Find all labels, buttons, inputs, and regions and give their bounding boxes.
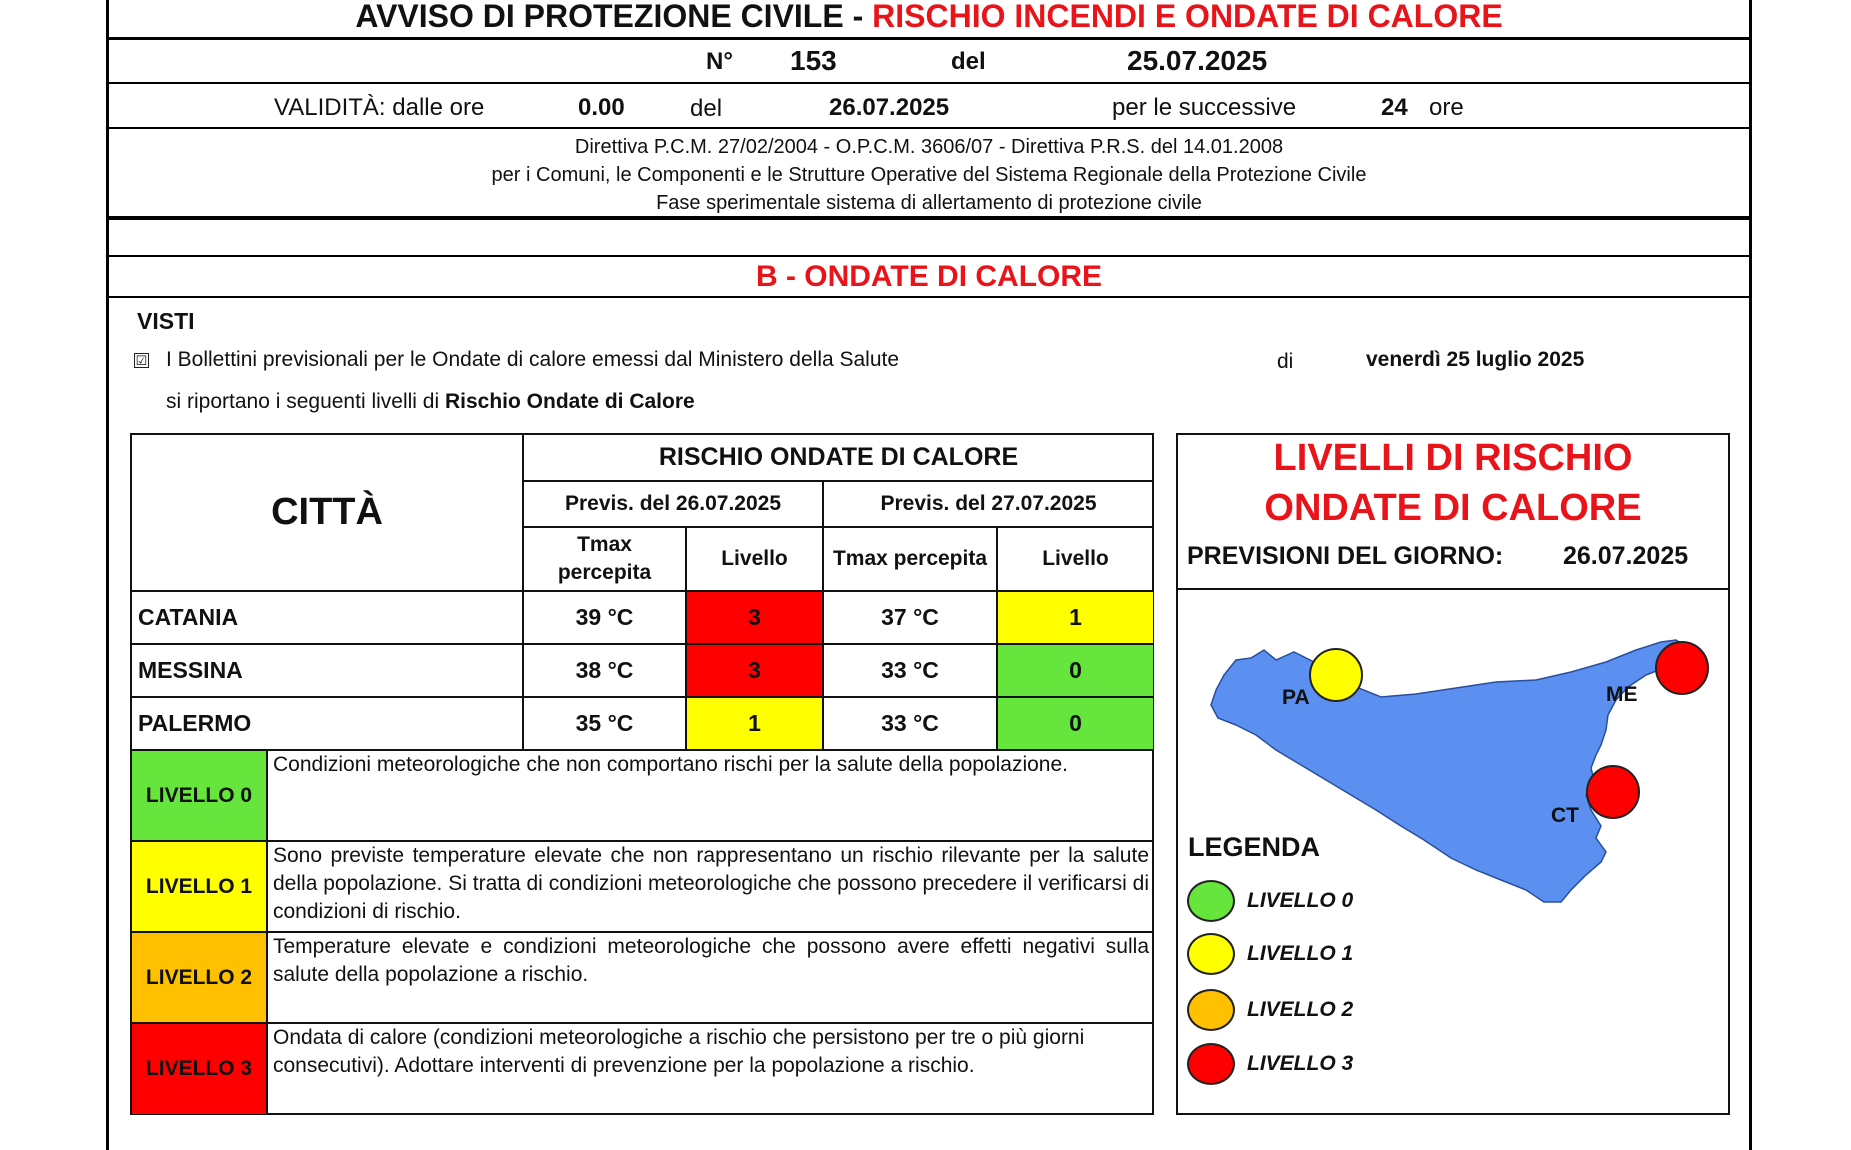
legend-label: LIVELLO 0 bbox=[1247, 889, 1354, 912]
map-title-line-2: ONDATE DI CALORE bbox=[1264, 487, 1642, 529]
table-cell-level: 1 bbox=[686, 697, 823, 750]
table-cell-tmax: 39 °C bbox=[523, 591, 686, 644]
divider bbox=[106, 216, 1752, 220]
bulletin-date: 25.07.2025 bbox=[1127, 45, 1268, 76]
level-1-description: Sono previste temperature elevate che non rappresentano un rischio rilevante per la salute della popolazione. Si tratta di condizioni meteorologiche che possono precedere il verificarsi di condizioni di rischio. bbox=[267, 841, 1154, 932]
level-0-description: Condizioni meteorologiche che non comportano rischi per la salute della popolazione. bbox=[267, 750, 1154, 841]
validity-successive-label: per le successive bbox=[1112, 94, 1297, 121]
table-cell-tmax: 33 °C bbox=[823, 644, 997, 697]
validity-hours: 24 bbox=[1381, 94, 1408, 121]
table-row-city: MESSINA bbox=[131, 644, 523, 697]
level-3-label: LIVELLO 3 bbox=[131, 1023, 267, 1115]
bulletin-date: venerdì 25 luglio 2025 bbox=[1366, 348, 1585, 371]
table-cell-tmax: 35 °C bbox=[523, 697, 686, 750]
messina-marker bbox=[1656, 642, 1708, 694]
tmax-header-line1: Tmax bbox=[577, 533, 632, 556]
checkbox[interactable] bbox=[134, 352, 149, 370]
validity-del-label: del bbox=[690, 95, 723, 122]
forecast-label: PREVISIONI DEL GIORNO: bbox=[1187, 542, 1504, 570]
legend-item bbox=[1187, 933, 1353, 975]
page-title bbox=[106, 0, 1752, 38]
legend-item bbox=[1187, 880, 1353, 922]
table-row-city: PALERMO bbox=[131, 697, 523, 750]
levels-intro-bold: Rischio Ondate di Calore bbox=[444, 390, 695, 413]
directive-block bbox=[106, 133, 1752, 217]
forecast-date: 26.07.2025 bbox=[1563, 542, 1689, 570]
table-cell-tmax: 33 °C bbox=[823, 697, 997, 750]
del-label: del bbox=[951, 48, 986, 75]
palermo-marker bbox=[1310, 649, 1362, 701]
map-title-line-1: LIVELLI DI RISCHIO bbox=[1273, 437, 1633, 479]
yellow-dot-icon bbox=[1187, 933, 1235, 975]
table-cell-level: 0 bbox=[997, 697, 1154, 750]
table-cell-tmax: 37 °C bbox=[823, 591, 997, 644]
table-row-city: CATANIA bbox=[131, 591, 523, 644]
level-3-description: Ondata di calore (condizioni meteorologiche a rischio che persistono per tre o più giorni consecutivi). Adottare interventi di prevenzione per la popolazione a rischio. bbox=[267, 1023, 1154, 1115]
bulletin-di-label: di bbox=[1277, 350, 1294, 373]
day1-header: Previs. del 26.07.2025 bbox=[523, 481, 823, 527]
title-risk: RISCHIO INCENDI E ONDATE DI CALORE bbox=[872, 0, 1503, 34]
group-header: RISCHIO ONDATE DI CALORE bbox=[523, 434, 1154, 481]
validity-hour: 0.00 bbox=[578, 94, 625, 121]
validity-hours-unit: ore bbox=[1429, 94, 1464, 121]
legend-item bbox=[1187, 1043, 1353, 1085]
check-icon: ☑ bbox=[135, 353, 148, 368]
catania-code: CT bbox=[1551, 804, 1579, 827]
orange-dot-icon bbox=[1187, 989, 1235, 1031]
city-header: CITTÀ bbox=[131, 434, 523, 591]
palermo-code: PA bbox=[1282, 686, 1310, 709]
tmax-header-day1 bbox=[523, 527, 686, 591]
legend-label: LIVELLO 3 bbox=[1247, 1052, 1354, 1075]
legend-title: LEGENDA bbox=[1188, 832, 1321, 862]
table-cell-level: 0 bbox=[997, 644, 1154, 697]
legend-item bbox=[1187, 989, 1353, 1031]
tmax-header-line2: percepita bbox=[557, 561, 652, 584]
divider bbox=[106, 127, 1752, 129]
legend-label: LIVELLO 1 bbox=[1247, 942, 1354, 965]
messina-code: ME bbox=[1606, 683, 1638, 706]
level-2-description: Temperature elevate e condizioni meteorologiche che possono avere effetti negativi sulla salute della popolazione a rischio. bbox=[267, 932, 1154, 1023]
title-prefix: AVVISO DI PROTEZIONE CIVILE - bbox=[355, 0, 873, 34]
catania-marker bbox=[1587, 766, 1639, 818]
level-0-label: LIVELLO 0 bbox=[131, 750, 267, 841]
level-header-day2: Livello bbox=[997, 527, 1154, 591]
green-dot-icon bbox=[1187, 880, 1235, 922]
legend-label: LIVELLO 2 bbox=[1247, 998, 1354, 1021]
level-2-label: LIVELLO 2 bbox=[131, 932, 267, 1023]
table-cell-level: 1 bbox=[997, 591, 1154, 644]
levels-intro-text: si riportano i seguenti livelli di bbox=[166, 390, 445, 413]
table-cell-tmax: 38 °C bbox=[523, 644, 686, 697]
validity-date: 26.07.2025 bbox=[829, 94, 950, 121]
divider bbox=[106, 37, 1752, 40]
divider bbox=[106, 255, 1752, 257]
directive-line-2: per i Comuni, le Componenti e le Strutture Operative del Sistema Regionale della Protezione Civile bbox=[491, 164, 1367, 186]
bulletin-number: 153 bbox=[790, 45, 837, 76]
level-1-label: LIVELLO 1 bbox=[131, 841, 267, 932]
directive-line-3: Fase sperimentale sistema di allertamento di protezione civile bbox=[656, 192, 1202, 214]
day2-header: Previs. del 27.07.2025 bbox=[823, 481, 1154, 527]
level-header-day1: Livello bbox=[686, 527, 823, 591]
bulletin-text: I Bollettini previsionali per le Ondate di calore emessi dal Ministero della Salute bbox=[166, 348, 900, 371]
visti-label: VISTI bbox=[137, 308, 195, 334]
table-cell-level: 3 bbox=[686, 644, 823, 697]
map-panel-title bbox=[1176, 433, 1730, 533]
divider bbox=[106, 82, 1752, 84]
number-label: N° bbox=[706, 48, 733, 75]
tmax-header-day2: Tmax percepita bbox=[823, 527, 997, 591]
table-cell-level: 3 bbox=[686, 591, 823, 644]
directive-line-1: Direttiva P.C.M. 27/02/2004 - O.P.C.M. 3606/07 - Direttiva P.R.S. del 14.01.2008 bbox=[574, 136, 1284, 158]
divider bbox=[106, 296, 1752, 298]
levels-intro bbox=[166, 390, 695, 414]
validity-label: VALIDITÀ: dalle ore bbox=[274, 94, 485, 121]
section-title: B - ONDATE DI CALORE bbox=[755, 260, 1103, 293]
red-dot-icon bbox=[1187, 1043, 1235, 1085]
